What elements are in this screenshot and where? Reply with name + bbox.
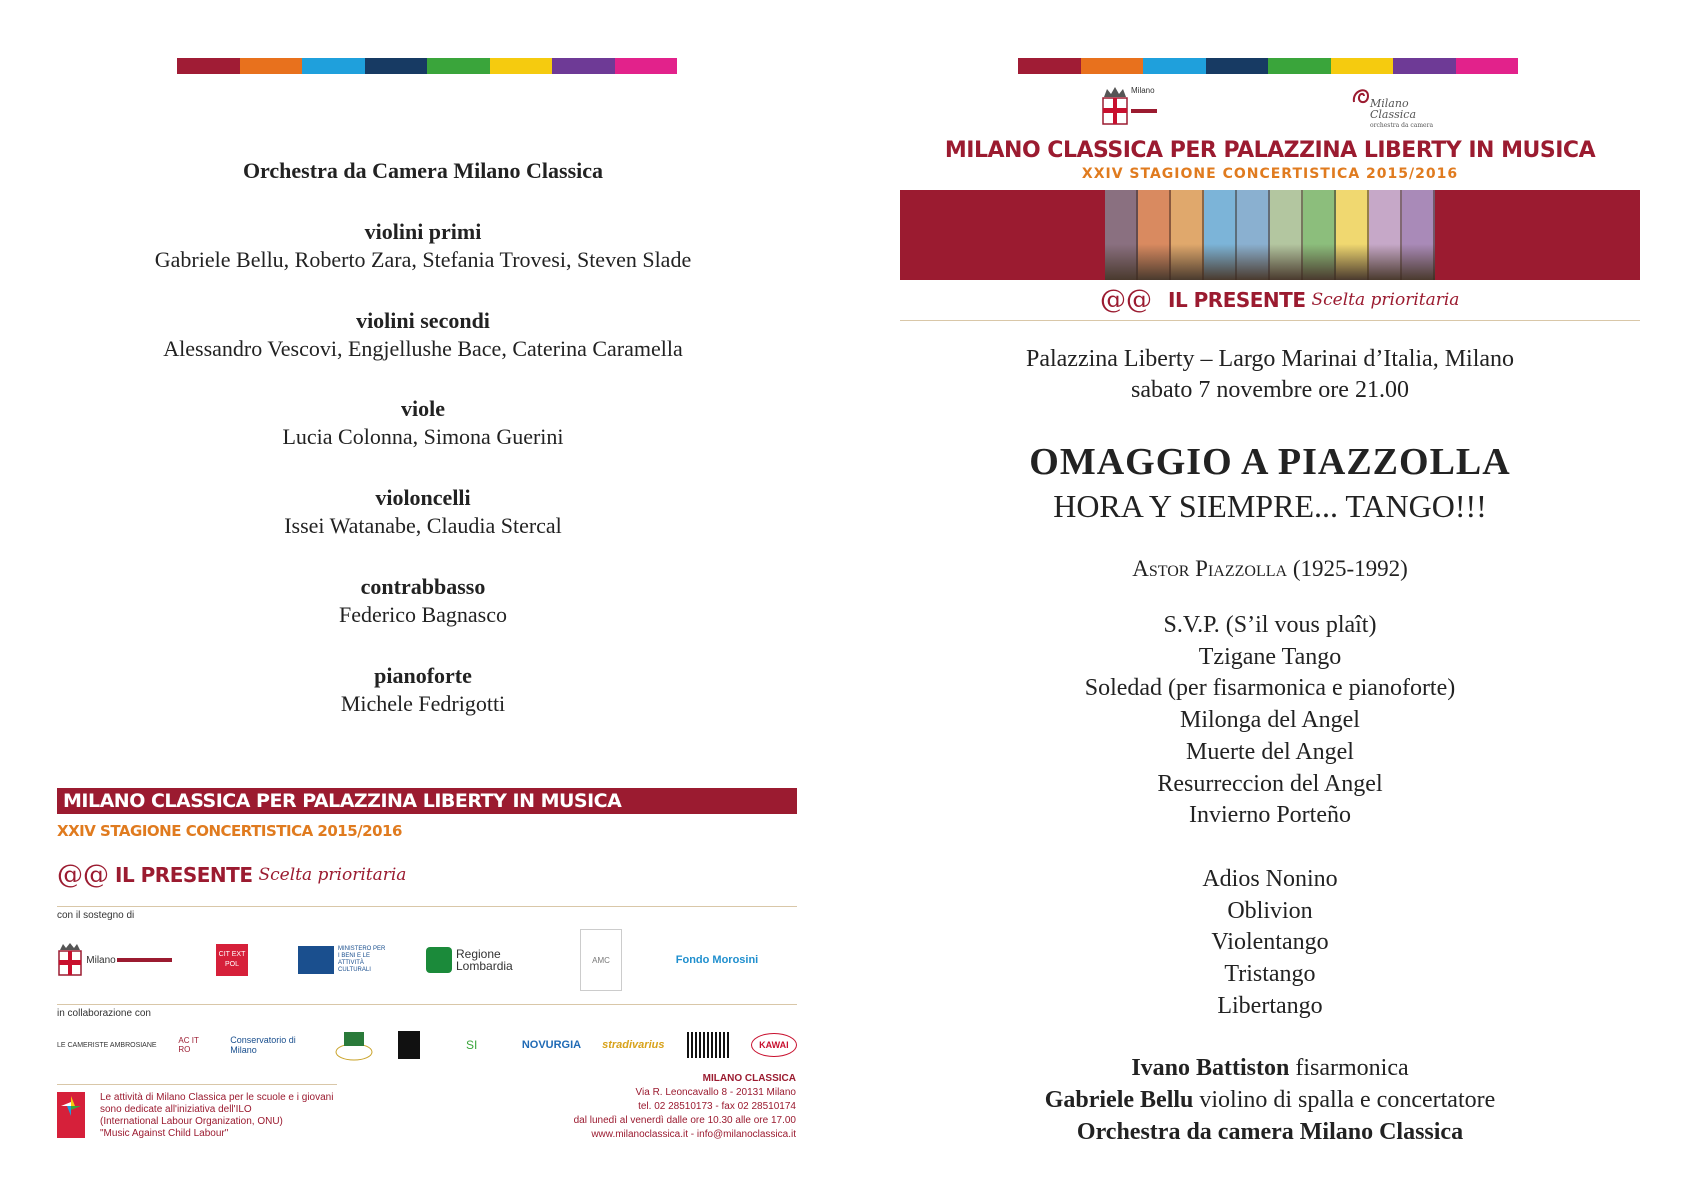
- venue-line: Palazzina Liberty – Largo Marinai d’Italia, Milano: [1025, 346, 1515, 372]
- performer: [900, 1052, 1640, 1084]
- milano-classica-logo: [1350, 84, 1440, 128]
- series-title: MILANO CLASSICA PER PALAZZINA LIBERTY IN MUSICA: [944, 138, 1596, 163]
- ilo-note: [100, 1092, 400, 1140]
- piece: Muerte del Angel: [1186, 738, 1354, 765]
- color-swatch: [1206, 58, 1269, 74]
- facade-column: [1336, 190, 1369, 280]
- section-names: Issei Watanabe, Claudia Stercal: [284, 513, 562, 538]
- partner-logos: [57, 1020, 797, 1070]
- season-banner: MILANO CLASSICA PER PALAZZINA LIBERTY IN MUSICA: [57, 788, 797, 814]
- black-square-logo: [398, 1031, 420, 1059]
- sponsor-name: MINISTERO PER I BENI E LE ATTIVITÀ CULTURALI: [338, 946, 386, 973]
- sponsor-logos: [57, 930, 797, 990]
- acitro-logo: AC IT RO: [178, 1036, 199, 1054]
- cameriste-ambrosiane-logo: LE CAMERISTE AMBROSIANE: [57, 1041, 157, 1049]
- regione-lombardia-logo: [426, 947, 546, 973]
- section-heading: viole: [401, 396, 445, 421]
- logo-mc-sub: orchestra da camera: [1370, 122, 1434, 129]
- facade-column: [1105, 190, 1138, 280]
- novurgia-logo: NOVURGIA: [521, 1039, 582, 1051]
- milano-crest-icon: [1102, 86, 1128, 126]
- orchestra-title: Orchestra da Camera Milano Classica: [242, 158, 604, 183]
- il-presente-mark: [57, 862, 406, 888]
- left-color-stripe: [177, 58, 677, 74]
- piece: Libertango: [1217, 992, 1323, 1019]
- color-swatch: [302, 58, 365, 74]
- citextpol-logo: CIT EXT POL: [216, 944, 248, 976]
- color-swatch: [177, 58, 240, 74]
- piece: Milonga del Angel: [1180, 707, 1360, 734]
- facade-column: [1369, 190, 1402, 280]
- contact-address: Via R. Leoncavallo 8 - 20131 Milano: [635, 1087, 796, 1098]
- color-swatch: [365, 58, 428, 74]
- piece: Invierno Porteño: [1189, 802, 1351, 829]
- facade-column: [1270, 190, 1303, 280]
- section-heading: violini primi: [364, 219, 482, 244]
- performer: [900, 1084, 1640, 1116]
- season-subtitle: XXIV STAGIONE CONCERTISTICA 2015/2016: [1081, 166, 1459, 182]
- piece: S.V.P. (S’il vous plaît): [1163, 612, 1377, 638]
- milano-crest-icon: [58, 943, 82, 977]
- section-names: Michele Fedrigotti: [340, 691, 506, 716]
- piece: Tristango: [1224, 961, 1316, 988]
- performer-name: Ivano Battiston: [1131, 1055, 1290, 1081]
- season-subtitle: XXIV STAGIONE CONCERTISTICA 2015/2016: [57, 822, 402, 840]
- section-pianoforte: [0, 662, 846, 718]
- section-violini-primi: [0, 218, 846, 274]
- section-violoncelli: [0, 484, 846, 540]
- facade-column: [1237, 190, 1270, 280]
- ilo-line: (International Labour Organization, ONU): [100, 1116, 283, 1127]
- mibac-emblem-icon: [298, 946, 334, 974]
- color-swatch: [1143, 58, 1206, 74]
- divider: [57, 906, 797, 907]
- ilo-line: Le attività di Milano Classica per le scuole e i giovani: [100, 1092, 334, 1103]
- logo-milano-text: Milano: [1131, 86, 1155, 95]
- concert-subtitle: HORA Y SIEMPRE... TANGO!!!: [1053, 488, 1487, 524]
- section-names: Federico Bagnasco: [339, 602, 507, 627]
- barcode-logo: [687, 1032, 729, 1058]
- milano-classica-contacts: [520, 1072, 796, 1142]
- performers: [900, 1052, 1640, 1148]
- ilo-line: sono dedicate all'iniziativa dell'ILO: [100, 1104, 252, 1115]
- facade-column: [1204, 190, 1237, 280]
- stradivarius-logo: stradivarius: [602, 1039, 665, 1051]
- sponsor-name: Regione Lombardia: [456, 947, 513, 973]
- divider: [57, 1084, 337, 1085]
- section-heading: violoncelli: [375, 485, 471, 510]
- si-logo: SI: [465, 1038, 478, 1052]
- color-swatch: [552, 58, 615, 74]
- ilo-line: "Music Against Child Labour": [100, 1128, 229, 1139]
- program-part-2: [900, 864, 1640, 1023]
- composer-name: Astor Piazzolla: [1132, 556, 1288, 581]
- color-swatch: [1393, 58, 1456, 74]
- lombardia-rose-icon: [426, 947, 452, 973]
- piece: Adios Nonino: [1202, 866, 1338, 892]
- mibac-logo: [298, 946, 398, 974]
- presente-title: IL PRESENTE: [1168, 288, 1306, 312]
- collaborazione-label: in collaborazione con: [57, 1008, 151, 1019]
- facade-column: [1171, 190, 1204, 280]
- piano-logo: [332, 1027, 376, 1063]
- date-line: sabato 7 novembre ore 21.00: [1131, 377, 1409, 403]
- concert-title: OMAGGIO A PIAZZOLLA: [1029, 441, 1511, 483]
- palazzina-liberty-photo: [1105, 190, 1435, 280]
- contact-name: MILANO CLASSICA: [702, 1073, 796, 1084]
- spiral-icon: @@: [1100, 285, 1152, 315]
- section-heading: violini secondi: [356, 308, 490, 333]
- venue-info: [900, 344, 1640, 406]
- piece: Soledad (per fisarmonica e pianoforte): [1084, 675, 1456, 702]
- color-swatch: [1331, 58, 1394, 74]
- color-swatch: [1456, 58, 1519, 74]
- performer-name: Gabriele Bellu: [1044, 1087, 1194, 1113]
- presente-script: Scelta prioritaria: [258, 865, 407, 885]
- divider: [900, 320, 1640, 321]
- amc-logo: AMC: [580, 929, 622, 991]
- piano-icon: [334, 1028, 374, 1062]
- milano-logo-bar: [117, 958, 172, 962]
- section-names: Lucia Colonna, Simona Guerini: [282, 424, 564, 449]
- presente-script: Scelta prioritaria: [1311, 290, 1460, 310]
- program-part-1: [900, 610, 1640, 832]
- performer-name: Orchestra da camera Milano Classica: [1076, 1119, 1464, 1145]
- color-swatch: [615, 58, 678, 74]
- logo-bar: [1131, 109, 1157, 113]
- performer-role: fisarmonica: [1295, 1055, 1409, 1081]
- milano-logo-right: [1102, 86, 1157, 126]
- sostegno-label: con il sostegno di: [57, 910, 135, 921]
- il-presente-mark: [1100, 287, 1459, 313]
- color-swatch: [240, 58, 303, 74]
- contact-web[interactable]: www.milanoclassica.it - info@milanoclassica.it: [591, 1129, 796, 1140]
- piece: Oblivion: [1227, 897, 1313, 924]
- right-color-stripe: [1018, 58, 1518, 74]
- contact-hours: dal lunedì al venerdì dalle ore 10.30 alle ore 17.00: [573, 1115, 796, 1126]
- contact-phone: tel. 02 28510173 - fax 02 28510174: [638, 1101, 796, 1112]
- pinwheel-icon: [57, 1092, 85, 1122]
- section-heading: pianoforte: [374, 663, 472, 688]
- spiral-icon: @@: [57, 860, 109, 890]
- fondo-morosini-logo: Fondo Morosini: [675, 954, 759, 966]
- facade-column: [1303, 190, 1336, 280]
- mc-swirl-icon: [1350, 84, 1372, 114]
- piece: Resurreccion del Angel: [1157, 770, 1383, 797]
- presente-title: IL PRESENTE: [115, 863, 253, 887]
- composer: [900, 556, 1640, 582]
- kawai-logo: KAWAI: [751, 1033, 797, 1057]
- sponsor-name: Milano: [86, 954, 116, 966]
- section-viole: [0, 395, 846, 451]
- piece: Violentango: [1211, 929, 1329, 956]
- color-swatch: [1018, 58, 1081, 74]
- facade-column: [1138, 190, 1171, 280]
- ilo-logo: [57, 1092, 85, 1138]
- composer-years: (1925-1992): [1292, 556, 1408, 581]
- color-swatch: [490, 58, 553, 74]
- conservatorio-logo: Conservatorio di Milano: [230, 1035, 296, 1055]
- logo-mc-text: Milano Classica: [1370, 97, 1417, 121]
- color-swatch: [1081, 58, 1144, 74]
- color-swatch: [1268, 58, 1331, 74]
- milano-logo: [57, 943, 117, 977]
- section-contrabbasso: [0, 573, 846, 629]
- divider: [57, 1004, 797, 1005]
- performer-role: violino di spalla e concertatore: [1199, 1087, 1496, 1113]
- color-swatch: [427, 58, 490, 74]
- facade-column: [1402, 190, 1435, 280]
- section-names: Gabriele Bellu, Roberto Zara, Stefania Trovesi, Steven Slade: [154, 247, 692, 272]
- performer: [900, 1116, 1640, 1148]
- section-violini-secondi: [0, 307, 846, 363]
- section-heading: contrabbasso: [360, 574, 486, 599]
- piece: Tzigane Tango: [1198, 643, 1342, 670]
- section-names: Alessandro Vescovi, Engjellushe Bace, Caterina Caramella: [163, 336, 683, 361]
